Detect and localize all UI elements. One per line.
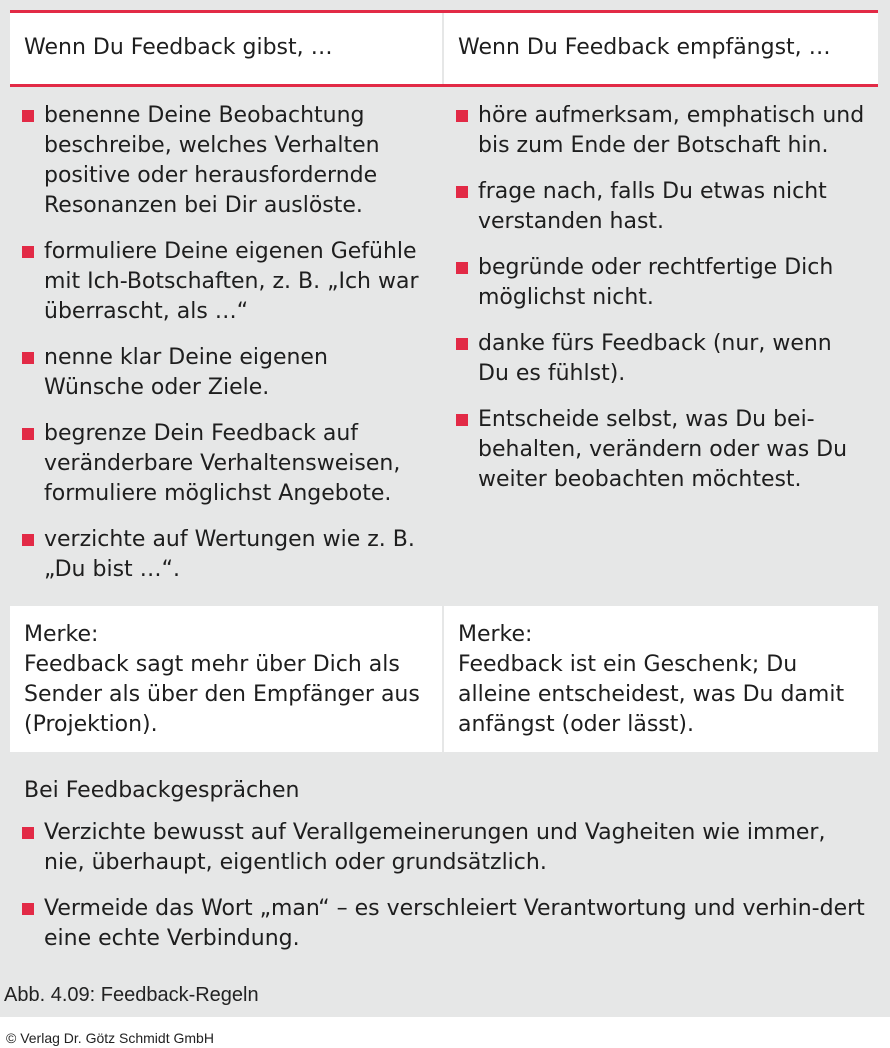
receive-cell — [444, 87, 878, 604]
list-item: verzichte auf Wertungen wie z. B. „Du bist …“. — [20, 525, 430, 585]
copyright-notice: © Verlag Dr. Götz Schmidt GmbH — [6, 1030, 214, 1046]
merke-give-title: Merke: — [24, 622, 99, 647]
bullet-square-icon — [456, 262, 468, 274]
header-receive-label: Wenn Du Feedback empfängst, … — [458, 35, 831, 60]
list-item: benenne Deine Beobachtung beschreibe, welches Verhalten positive oder herausfordernde Resonanzen bei Dir auslöste. — [20, 101, 430, 221]
bullet-square-icon — [456, 110, 468, 122]
merke-give-text: Feedback sagt mehr über Dich als Sender als über den Empfänger aus (Projektion). — [24, 652, 420, 737]
list-item: frage nach, falls Du etwas nicht verstanden hast. — [454, 177, 866, 237]
bullet-square-icon — [456, 414, 468, 426]
merke-give — [10, 606, 442, 752]
bullet-square-icon — [456, 186, 468, 198]
bullet-square-icon — [22, 534, 34, 546]
list-item: begründe oder rechtfertige Dich möglichst nicht. — [454, 253, 866, 313]
merke-receive — [444, 606, 878, 752]
figure-caption: Abb. 4.09: Feedback-Regeln — [4, 984, 259, 1006]
header-give — [10, 13, 442, 84]
bullet-square-icon — [22, 110, 34, 122]
give-list — [20, 101, 430, 585]
receive-list — [454, 101, 866, 495]
bullet-square-icon — [22, 246, 34, 258]
list-item: formuliere Deine eigenen Gefühle mit Ich-Botschaften, z. B. „Ich war überrascht, als …“ — [20, 237, 430, 327]
list-item: höre aufmerksam, emphatisch und bis zum Ende der Botschaft hin. — [454, 101, 866, 161]
list-item: danke fürs Feedback (nur, wenn Du es fühlst). — [454, 329, 866, 389]
bullet-square-icon — [22, 428, 34, 440]
bottom-title: Bei Feedbackgesprächen — [24, 778, 300, 803]
bottom-list — [20, 818, 866, 954]
merke-receive-text: Feedback ist ein Geschenk; Du alleine entscheidest, was Du damit anfängst (oder lässt). — [458, 652, 845, 737]
bullet-square-icon — [22, 352, 34, 364]
list-item: begrenze Dein Feedback auf veränderbare Verhaltensweisen, formuliere möglichst Angebote. — [20, 419, 430, 509]
bullet-square-icon — [456, 338, 468, 350]
header-receive — [444, 13, 878, 84]
bullet-square-icon — [22, 903, 34, 915]
list-item: Verzichte bewusst auf Verallgemeinerungen und Vagheiten wie immer, nie, überhaupt, eigentlich oder grundsätzlich. — [20, 818, 866, 878]
list-item: Entscheide selbst, was Du bei-behalten, verändern oder was Du weiter beobachten möchtest. — [454, 405, 866, 495]
list-item: nenne klar Deine eigenen Wünsche oder Ziele. — [20, 343, 430, 403]
bottom-cell — [10, 754, 878, 966]
header-give-label: Wenn Du Feedback gibst, … — [24, 35, 333, 60]
list-item: Vermeide das Wort „man“ – es verschleiert Verantwortung und verhin-dert eine echte Verbindung. — [20, 894, 866, 954]
give-cell — [10, 87, 442, 604]
bullet-square-icon — [22, 827, 34, 839]
merke-receive-title: Merke: — [458, 622, 533, 647]
